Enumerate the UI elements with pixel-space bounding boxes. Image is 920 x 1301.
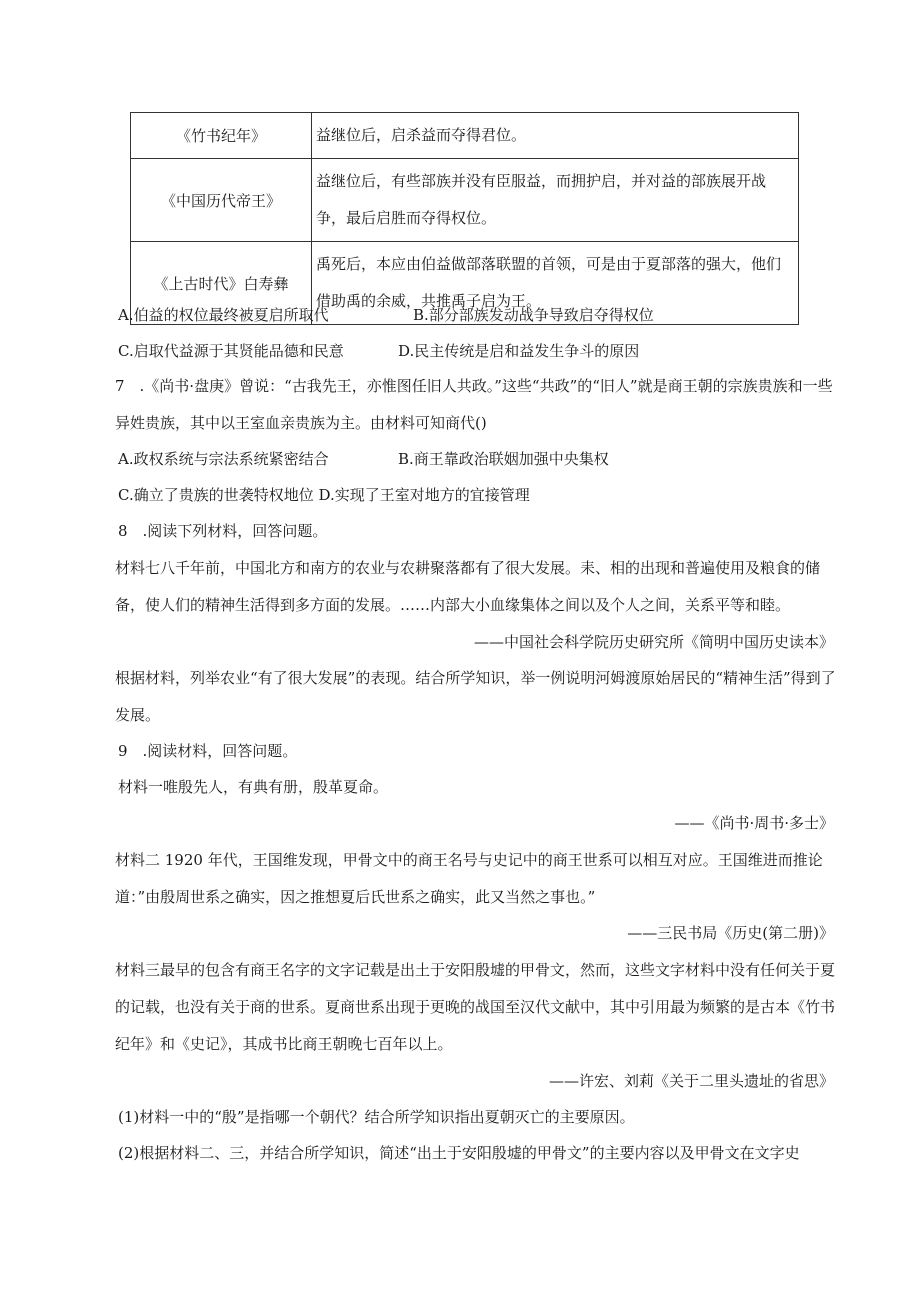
q9-material-2: 材料二 1920 年代，王国维发现，甲骨文中的商王名号与史记中的商王世系可以相互对应。王国维进而推论道：”由殷周世系之确实，因之推想夏后氏世系之确实，此又当然之事也。” [115, 851, 823, 906]
q7-option-a: A.政权系统与宗法系统紧密结合 [118, 450, 329, 468]
q6-option-d: D.民主传统是启和益发生争斗的原因 [398, 342, 640, 360]
q9-material-2-source: ——三民书局《历史(第二册)》 [627, 924, 834, 942]
q7-option-b: B.商王靠政治联姻加强中央集权 [398, 450, 609, 468]
table-book-cell: 《上古时代》白寿彝 [131, 242, 312, 325]
q9-material-1-source: ——《尚书·周书·多士》 [674, 814, 834, 832]
source-table [130, 112, 799, 325]
table-book-cell: 《竹书纪年》 [131, 113, 312, 159]
table-row [131, 113, 799, 159]
q6-option-a: A.伯益的权位最终被夏启所取代 [118, 306, 329, 324]
q9-material-1: 材料一唯殷先人，有典有册，殷革夏命。 [118, 778, 389, 796]
q8-material: 材料七八千年前，中国北方和南方的农业与农耕聚落都有了很大发展。耒、相的出现和普遍使用及粮食的储备，使人们的精神生活得到多方面的发展。……内部大小血缘集体之间以及个人之间，关系平等和睦。 [115, 559, 821, 614]
q7-option-cd: C.确立了贵族的世袭特权地位 D.实现了王室对地方的宜接管理 [118, 486, 530, 504]
table-row [131, 159, 799, 242]
q7-stem: 7 .《尚书·盘庚》曾说：“古我先王，亦惟图任旧人共政。”这些“共政”的“旧人”就是商王朝的宗族贵族和一些异姓贵族，其中以王室血亲贵族为主。由材料可知商代() [115, 377, 833, 432]
table-desc-cell: 益继位后，启杀益而夺得君位。 [312, 113, 799, 159]
q9-material-3: 材料三最早的包含有商王名字的文字记载是出土于安阳殷墟的甲骨文，然而，这些文字材料中没有任何关于夏的记载，也没有关于商的世系。夏商世系出现于更晚的战国至汉代文献中，其中引用最为频繁的是古本《竹书纪年》和《史记》，其成书比商王朝晚七百年以上。 [115, 961, 836, 1053]
q8-stem: 8 .阅读下列材料，回答问题。 [118, 522, 328, 540]
q6-option-b: B.部分部族发动战争导致启夺得权位 [413, 306, 654, 324]
q8-source: ——中国社会科学院历史研究所《简明中国历史读本》 [473, 633, 834, 651]
q9-subquestion-2: (2)根据材料二、三，并结合所学知识，简述“出土于安阳殷墟的甲骨文”的主要内容以及甲骨文在文字史 [118, 1144, 800, 1162]
q9-material-3-source: ——许宏、刘莉《关于二里头遗址的省思》 [548, 1072, 834, 1090]
table-book-cell: 《中国历代帝王》 [131, 159, 312, 242]
table-desc-cell: 禹死后，本应由伯益做部落联盟的首领，可是由于夏部落的强大，他们借助禹的余威，共推禹子启为王。 [312, 242, 799, 325]
q8-question: 根据材料，列举农业“有了很大发展”的表现。结合所学知识，举一例说明河姆渡原始居民的“精神生活”得到了发展。 [115, 669, 836, 724]
q9-subquestion-1: (1)材料一中的“殷”是指哪一个朝代？结合所学知识指出夏朝灭亡的主要原因。 [118, 1108, 635, 1126]
q6-option-c: C.启取代益源于其贤能品德和民意 [118, 342, 344, 360]
table-desc-cell: 益继位后，有些部族并没有臣服益，而拥护启，并对益的部族展开战争，最后启胜而夺得权位。 [312, 159, 799, 242]
q9-stem: 9 .阅读材料，回答问题。 [118, 742, 298, 760]
